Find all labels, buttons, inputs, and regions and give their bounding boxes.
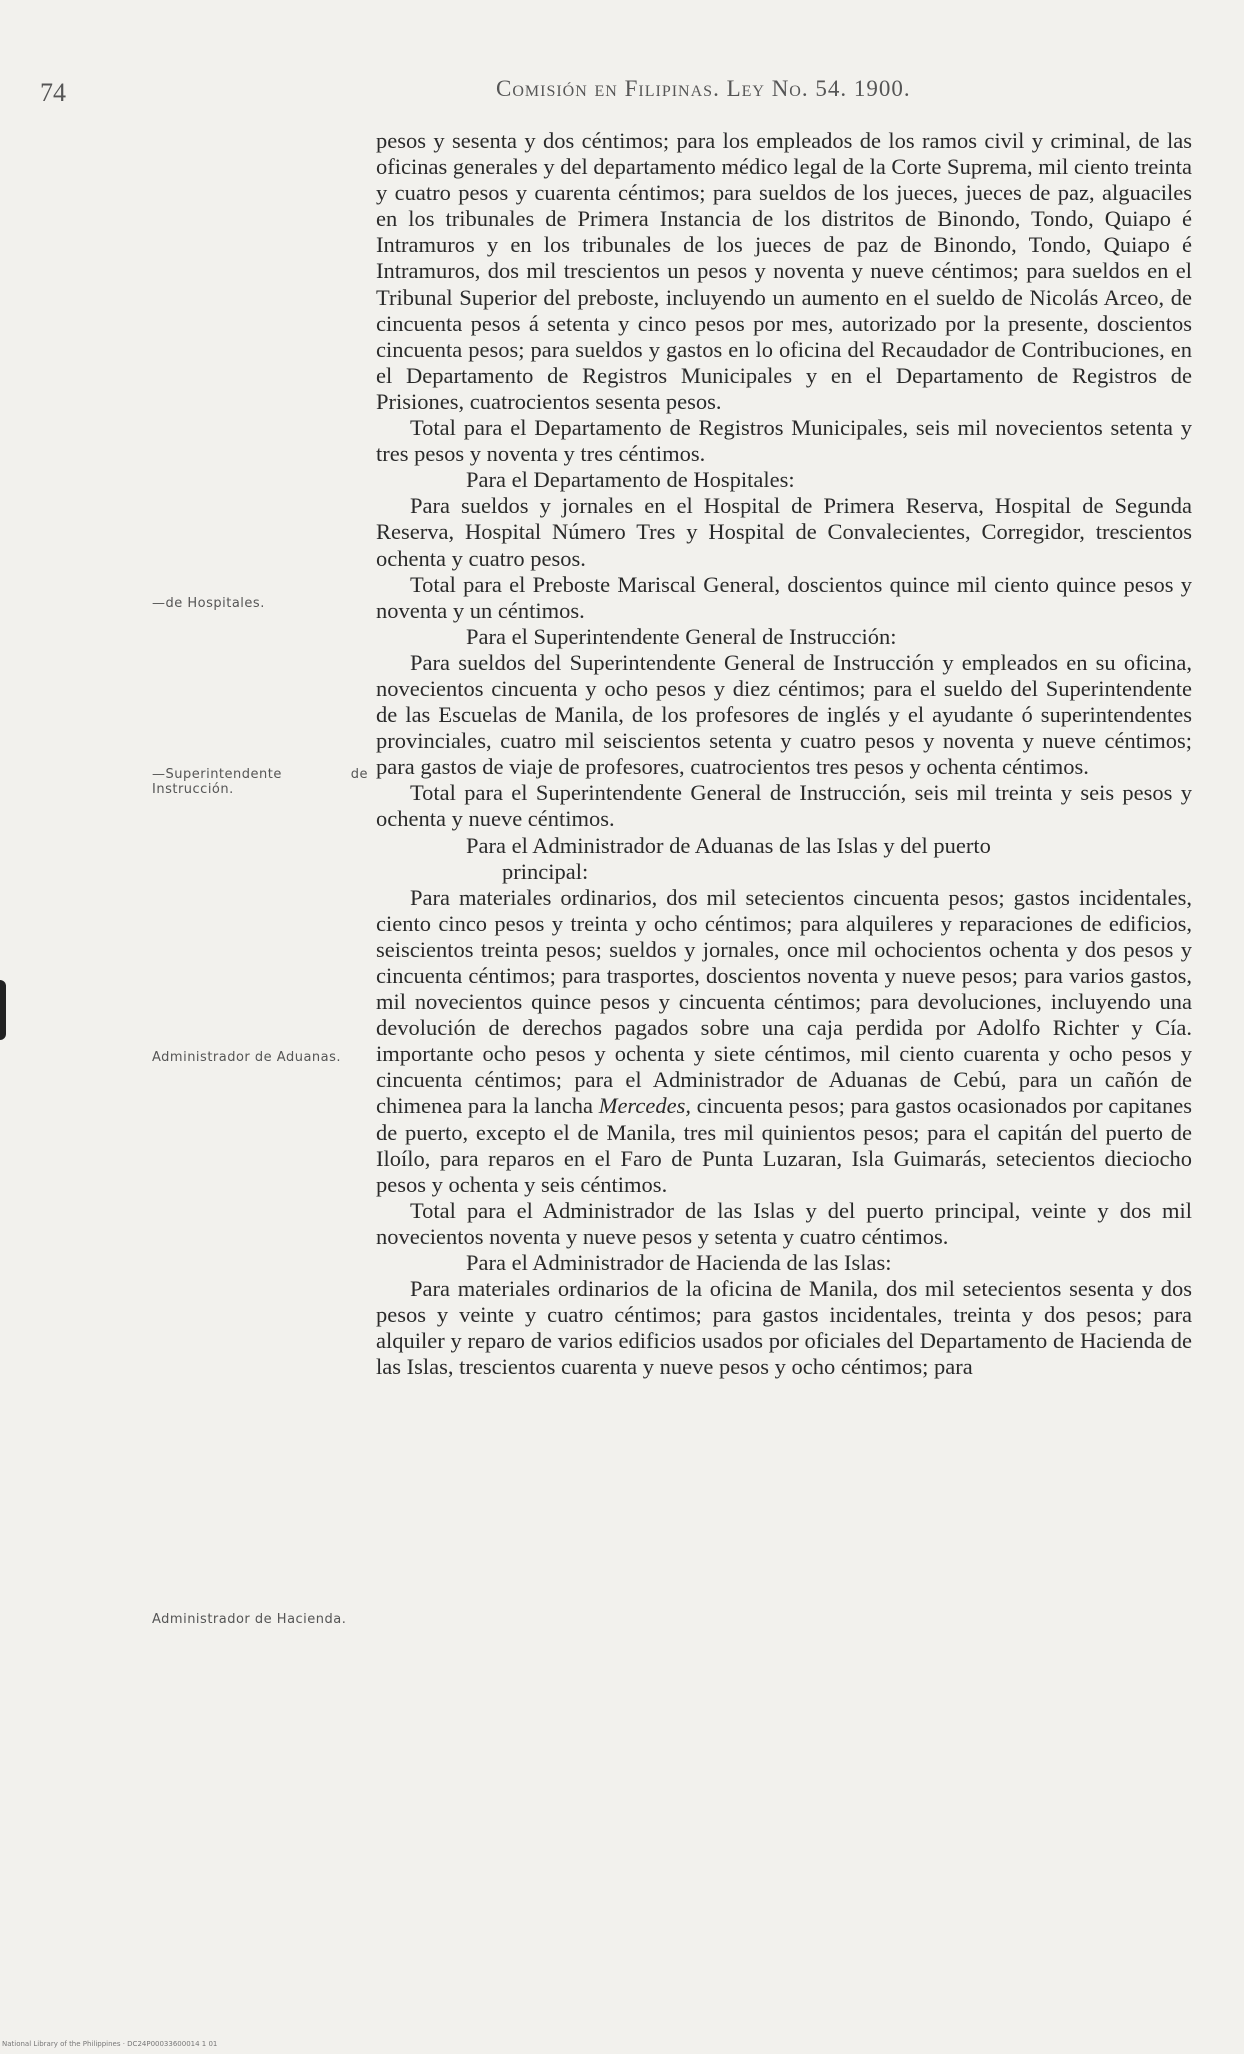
paragraph: pesos y sesenta y dos céntimos; para los empleados de los ramos civil y criminal, de las oficinas generales y del departamento médico legal de la Corte Suprema, mil ciento treinta y cuatro pesos y cuarenta céntimos; para sueldos de los jueces, jueces de paz, alguaciles en los tribunales de Primera Instancia de los distritos de Binondo, Tondo, Quiapo é Intramuros y en los tribunales de los jueces de paz de Binondo, Tondo, Quiapo é Intramuros, dos mil trescientos un pesos y noventa y nueve céntimos; para sueldos en el Tribunal Superior del preboste, incluyendo un aumento en el sueldo de Nicolás Arceo, de cincuenta pesos á setenta y cinco pesos por mes, autorizado por la presente, doscientos cincuenta pesos; para sueldos y gastos en lo oficina del Recaudador de Contribuciones, en el Departamento de Registros Municipales y en el Departamento de Registros de Prisiones, cuatrocientos sesenta pesos. <box>376 128 1192 414</box>
paragraph-total: Total para el Administrador de las Islas y del puerto principal, veinte y dos mil novecientos noventa y nueve pesos y setenta y cuatro céntimos. <box>376 1197 1192 1249</box>
paragraph: Para sueldos y jornales en el Hospital de Primera Reserva, Hospital de Segunda Reserva, Hospital Número Tres y Hospital de Convalecientes, Corregidor, trescientos ochenta y cuatro pesos. <box>376 493 1192 571</box>
section-heading-instruccion: Para el Superintendente General de Instrucción: <box>466 623 897 649</box>
scan-footer: National Library of the Philippines · DC24P00033600014 1 01 <box>2 2040 218 2048</box>
section-heading-aduanas <box>376 833 1192 885</box>
paragraph-total: Total para el Superintendente General de Instrucción, seis mil treinta y seis pesos y ochenta y nueve céntimos. <box>376 780 1192 832</box>
scan-edge-mark <box>0 980 6 1040</box>
section-heading-hospitales: Para el Departamento de Hospitales: <box>466 467 795 493</box>
paragraph: Para materiales ordinarios de la oficina de Manila, dos mil setecientos sesenta y dos pesos y veinte y cuatro céntimos; para gastos incidentales, treinta y dos pesos; para alquiler y reparo de varios edificios usados por oficiales del Departamento de Hacienda de las Islas, trescientos cuarenta y nueve pesos y ocho céntimos; para <box>376 1276 1192 1380</box>
margin-note-instruccion: —Superintendente de Instrucción. <box>152 767 368 797</box>
ship-name: Mercedes, <box>598 1093 691 1119</box>
margin-note-hospitales: —de Hospitales. <box>152 596 265 611</box>
section-heading-hacienda: Para el Administrador de Hacienda de las Islas: <box>466 1250 892 1276</box>
paragraph-text: cincuenta pesos; para gastos ocasionados por capitanes de puerto, excepto el de Manila, tres mil quinientos pesos; para el capitán del puerto de Iloílo, para reparos en el Faro de Punta Luzaran, Isla Guimarás, setecientos dieciocho pesos y ochenta y seis céntimos. <box>376 1093 1192 1197</box>
body-text <box>376 128 1192 1381</box>
section-heading-aduanas-line1: Para el Administrador de Aduanas de las Islas y del puerto <box>466 832 991 858</box>
paragraph-total: Total para el Preboste Mariscal General, doscientos quince mil ciento quince pesos y noventa y un céntimos. <box>376 571 1192 623</box>
margin-note-aduanas: Administrador de Aduanas. <box>152 1050 342 1065</box>
paragraph-total: Total para el Departamento de Registros Municipales, seis mil novecientos setenta y tres pesos y noventa y tres céntimos. <box>376 415 1192 467</box>
running-head: Comisión en Filipinas. Ley No. 54. 1900. <box>496 76 911 101</box>
paragraph <box>376 885 1192 1198</box>
page-number: 74 <box>40 78 66 107</box>
margin-note-hacienda: Administrador de Hacienda. <box>152 1612 347 1627</box>
paragraph-text: Para materiales ordinarios, dos mil setecientos cincuenta pesos; gastos incidentales, ciento cinco pesos y treinta y ocho céntimos; para alquileres y reparaciones de edificios, seiscientos treinta pesos; sueldos y jornales, once mil ochocientos ochenta y dos pesos y cincuenta céntimos; para trasportes, doscientos noventa y nueve pesos; para varios gastos, mil novecientos quince pesos y cincuenta céntimos; para devoluciones, incluyendo una devolución de derechos pagados sobre una caja perdida por Adolfo Richter y Cía. importante ocho pesos y ochenta y siete céntimos, mil ciento cuarenta y ocho pesos y cincuenta céntimos; para el Administrador de Aduanas de Cebú, para un cañón de chimenea para la lancha <box>376 884 1192 1119</box>
section-heading-aduanas-line2: principal: <box>502 858 589 884</box>
paragraph: Para sueldos del Superintendente General de Instrucción y empleados en su oficina, novecientos cincuenta y ocho pesos y diez céntimos; para el sueldo del Superintendente de las Escuelas de Manila, de los profesores de inglés y el ayudante ó superintendentes provinciales, cuatro mil seiscientos setenta y cuatro pesos y noventa y nueve céntimos; para gastos de viaje de profesores, cuatrocientos tres pesos y ochenta céntimos. <box>376 649 1192 780</box>
